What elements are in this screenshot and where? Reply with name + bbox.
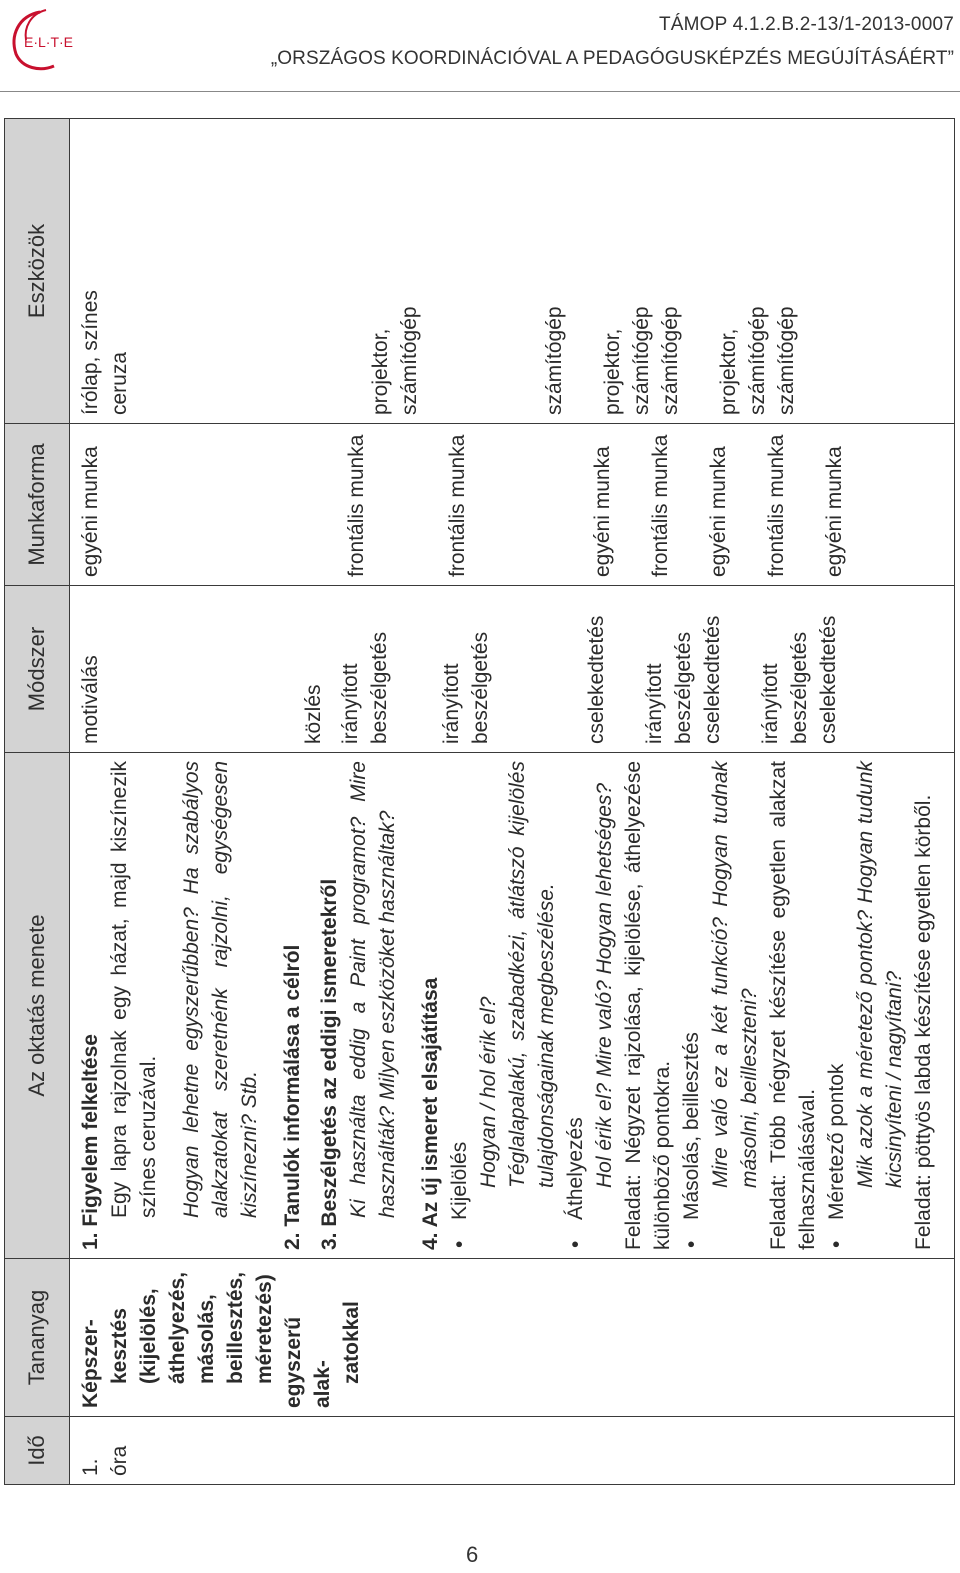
header-munkaforma: Munkaforma	[5, 424, 70, 586]
modszer-item: beszélgetés	[672, 631, 695, 744]
cell-menete	[70, 753, 955, 1259]
section-1-text: Egy lapra rajzolnak egy házat, majd kiszínezik színes ceruzával.	[108, 761, 160, 1218]
eszkozok-item: projektor,	[369, 328, 392, 415]
lesson-plan-table-wrapper	[4, 119, 955, 1485]
bullet-athelyezes	[561, 761, 590, 1250]
bullet-question: Hogyan / hol érik el?	[477, 996, 500, 1188]
modszer-item: beszélgetés	[368, 631, 391, 744]
munkaforma-item: egyéni munka	[79, 446, 102, 577]
tananyag-line: másolás,	[195, 1294, 218, 1384]
tananyag-line: áthelyezés,	[166, 1271, 189, 1384]
elte-logo	[6, 6, 114, 74]
modszer-item: irányított	[759, 663, 782, 744]
modszer-item: irányított	[440, 663, 463, 744]
section-3-question: Ki használta eddig a Paint programot? Mire használták? Milyen eszközöket használtak?	[347, 761, 399, 1218]
table-row	[70, 119, 955, 1485]
tananyag-line: méretezés)	[253, 1274, 276, 1384]
modszer-item: irányított	[643, 663, 666, 744]
section-3-title: 3. Beszélgetés az eddigi ismeretekről	[318, 878, 341, 1250]
task-1: Feladat: Négyzet rajzolása, kijelölése, áthelyezése különböző pontokra.	[622, 761, 674, 1250]
task-2: Feladat: Több négyzet készítése egyetlen alakzat felhasználásával.	[767, 761, 819, 1250]
menete-content	[70, 753, 944, 1258]
eszkozok-item: számítógép	[398, 306, 421, 415]
tananyag-line: Képszer-	[79, 1319, 102, 1408]
tananyag-line: zatokkal	[340, 1301, 363, 1384]
cell-ido	[70, 1417, 955, 1485]
modszer-item: közlés	[302, 684, 325, 744]
bullet-icon: •	[825, 1240, 848, 1248]
modszer-item: beszélgetés	[469, 631, 492, 744]
modszer-item: cselekedtetés	[817, 615, 840, 744]
modszer-item: cselekedtetés	[585, 615, 608, 744]
header-modszer: Módszer	[5, 586, 70, 753]
task-3: Feladat: pöttyös labda készítése egyetlen körből.	[912, 794, 935, 1250]
section-1-question: Hogyan lehetne egyszerűbben? Ha szabályos alakzatokat szeretnénk rajzolni, egységesen kiszínezni? Stb.	[180, 761, 261, 1218]
lesson-plan-table	[4, 118, 955, 1485]
cell-modszer	[70, 586, 955, 753]
header-ido: Idő	[5, 1417, 70, 1485]
munkaforma-content	[70, 424, 855, 585]
eszkozok-item: számítógép	[543, 306, 566, 415]
bullet-icon: •	[564, 1240, 587, 1248]
header-menete: Az oktatás menete	[5, 753, 70, 1259]
tananyag-text	[70, 1259, 372, 1416]
eszkozok-item: számítógép	[659, 306, 682, 415]
page-number: 6	[466, 1542, 479, 1567]
tananyag-line: kesztés	[108, 1308, 131, 1384]
tananyag-line: (kijelölés,	[137, 1288, 160, 1384]
cell-munkaforma	[70, 424, 955, 586]
bullet-label: Másolás, beillesztés	[680, 1032, 703, 1220]
munkaforma-item: egyéni munka	[823, 446, 846, 577]
munkaforma-item: egyéni munka	[591, 446, 614, 577]
munkaforma-item: frontális munka	[446, 434, 469, 577]
bullet-label: Kijelölés	[448, 1141, 471, 1220]
modszer-item: irányított	[339, 663, 362, 744]
section-1-title: 1. Figyelem felkeltése	[79, 1034, 102, 1250]
munkaforma-item: frontális munka	[649, 434, 672, 577]
munkaforma-item: egyéni munka	[707, 446, 730, 577]
bullet-kijeloles	[445, 761, 474, 1250]
logo-text: E·L·T·E	[24, 34, 73, 50]
bullet-icon: •	[680, 1240, 703, 1248]
tananyag-line: beillesztés,	[224, 1271, 247, 1384]
cell-eszkozok	[70, 119, 955, 424]
bullet-question: Téglalapalakú, szabadkézi, átlátszó kijelölés tulajdonságainak megbeszélése.	[506, 761, 558, 1188]
ido-text: 1. óra	[79, 1445, 131, 1476]
bullet-icon: •	[448, 1240, 471, 1248]
header-tananyag: Tananyag	[5, 1259, 70, 1417]
modszer-content	[70, 586, 849, 752]
section-4-title: 4. Az új ismeret elsajátítása	[419, 977, 442, 1250]
bullet-masolas	[677, 761, 706, 1250]
eszkozok-content	[70, 119, 807, 423]
bullet-question: Mire való ez a két funkció? Hogyan tudnak másolni, beilleszteni?	[709, 761, 761, 1188]
bullet-question: Hol érik el? Mire való? Hogyan lehetséges?	[593, 782, 616, 1188]
eszkozok-item: projektor,	[717, 328, 740, 415]
eszkozok-item: számítógép	[630, 306, 653, 415]
tananyag-line: egyszerű alak-	[282, 1316, 334, 1408]
section-2-title: 2. Tanulók informálása a célról	[281, 944, 304, 1250]
modszer-item: cselekedtetés	[701, 615, 724, 744]
munkaforma-item: frontális munka	[345, 434, 368, 577]
modszer-item: beszélgetés	[788, 631, 811, 744]
eszkozok-item: írólap, színes	[79, 290, 102, 415]
cell-tananyag	[70, 1259, 955, 1417]
header-eszkozok: Eszközök	[5, 119, 70, 424]
bullet-question: Mik azok a méretező pontok? Hogyan tudunk kicsinyíteni / nagyítani?	[854, 761, 906, 1188]
header-divider	[0, 91, 960, 92]
project-title: „ORSZÁGOS KOORDINÁCIÓVAL A PEDAGÓGUSKÉPZÉS MEGÚJÍTÁSÁÉRT”	[270, 48, 954, 69]
table-header-row	[5, 119, 70, 1485]
eszkozok-item: ceruza	[108, 351, 131, 415]
eszkozok-item: projektor,	[601, 328, 624, 415]
munkaforma-item: frontális munka	[765, 434, 788, 577]
bullet-label: Áthelyezés	[564, 1117, 587, 1220]
eszkozok-item: számítógép	[775, 306, 798, 415]
eszkozok-item: számítógép	[746, 306, 769, 415]
bullet-meretezo	[822, 761, 851, 1250]
modszer-item: motiválás	[79, 655, 102, 744]
bullet-label: Méretező pontok	[825, 1063, 848, 1220]
project-code: TÁMOP 4.1.2.B.2-13/1-2013-0007	[658, 14, 954, 35]
